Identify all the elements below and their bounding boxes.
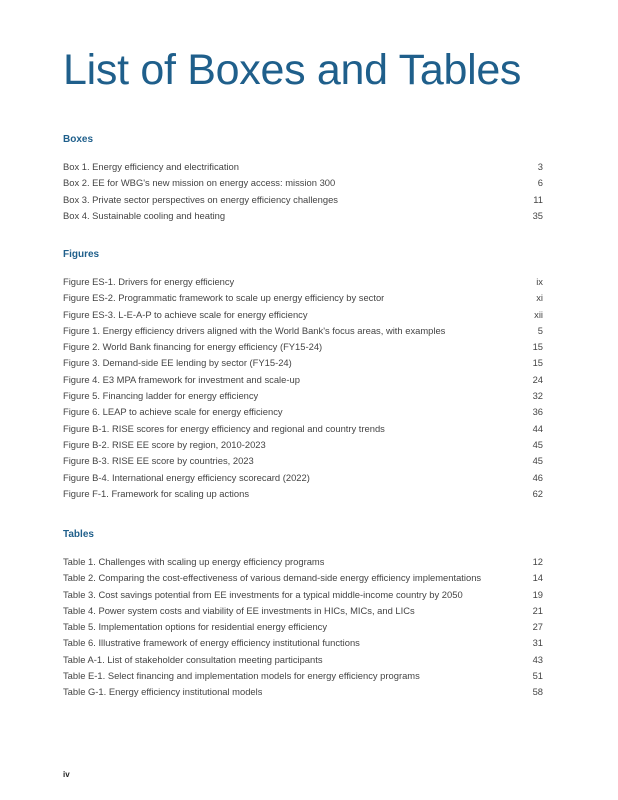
toc-entry-page: xi <box>536 292 543 304</box>
toc-entry-label: Table 4. Power system costs and viability of EE investments in HICs, MICs, and LICs <box>63 604 415 616</box>
boxes-heading: Boxes <box>63 134 94 145</box>
toc-entry-page: 58 <box>532 686 543 698</box>
toc-entry-label: Table 2. Comparing the cost-effectiveness of various demand-side energy efficiency implementations <box>63 572 482 584</box>
toc-entry-page: 11 <box>533 193 543 205</box>
toc-entry-page: xii <box>534 308 543 320</box>
toc-entry[interactable] <box>63 684 543 700</box>
toc-entry[interactable] <box>63 290 543 306</box>
toc-entry[interactable] <box>63 421 543 437</box>
toc-entry[interactable] <box>63 339 543 355</box>
toc-entry-page: 3 <box>537 161 543 172</box>
toc-entry-label: Figure 6. LEAP to achieve scale for energy efficiency <box>63 406 283 418</box>
toc-entry-page: 46 <box>532 471 543 483</box>
boxes-section <box>63 133 543 224</box>
figures-heading: Figures <box>63 249 100 260</box>
toc-entry[interactable] <box>63 355 543 371</box>
toc-entry[interactable] <box>63 159 543 175</box>
toc-entry-page: 15 <box>532 341 543 353</box>
boxes-list <box>63 159 543 224</box>
toc-entry-page: 36 <box>532 406 543 418</box>
toc-entry-label: Box 1. Energy efficiency and electrification <box>63 161 239 172</box>
toc-entry[interactable] <box>63 274 543 290</box>
toc-entry[interactable] <box>63 208 543 224</box>
toc-entry[interactable] <box>63 470 543 486</box>
figures-section <box>63 248 543 502</box>
toc-entry-label: Figure F-1. Framework for scaling up actions <box>63 487 250 499</box>
toc-entry-page: 21 <box>532 604 543 616</box>
toc-entry-label: Figure ES-1. Drivers for energy efficiency <box>63 276 235 287</box>
toc-entry[interactable] <box>63 668 543 684</box>
toc-entry-page: 5 <box>537 324 543 336</box>
toc-entry[interactable] <box>63 652 543 668</box>
toc-entry-label: Table A-1. List of stakeholder consultation meeting participants <box>63 653 323 665</box>
toc-entry-label: Figure B-4. International energy efficiency scorecard (2022) <box>63 471 310 483</box>
toc-entry-page: 51 <box>532 670 543 682</box>
footer-page-number: iv <box>63 770 70 779</box>
toc-entry-label: Figure ES-3. L-E-A-P to achieve scale for energy efficiency <box>63 308 308 320</box>
toc-entry[interactable] <box>63 570 543 586</box>
toc-entry[interactable] <box>63 486 543 502</box>
toc-entry-label: Table 1. Challenges with scaling up energy efficiency programs <box>63 556 325 567</box>
toc-entry-label: Table 3. Cost savings potential from EE investments for a typical middle-income country by 2050 <box>63 588 463 600</box>
toc-entry-label: Table 6. Illustrative framework of energy efficiency institutional functions <box>63 637 360 649</box>
toc-entry-label: Figure 5. Financing ladder for energy efficiency <box>63 390 259 402</box>
tables-list <box>63 554 543 701</box>
toc-entry[interactable] <box>63 404 543 420</box>
toc-entry-page: 24 <box>532 373 543 385</box>
toc-entry-label: Box 3. Private sector perspectives on energy efficiency challenges <box>63 193 338 205</box>
toc-entry[interactable] <box>63 453 543 469</box>
toc-entry-label: Figure 1. Energy efficiency drivers aligned with the World Bank's focus areas, with examples <box>63 324 446 336</box>
toc-entry[interactable] <box>63 307 543 323</box>
toc-entry-label: Figure B-2. RISE EE score by region, 2010-2023 <box>63 438 266 450</box>
toc-entry[interactable] <box>63 603 543 619</box>
toc-entry[interactable] <box>63 323 543 339</box>
toc-entry-label: Figure B-1. RISE scores for energy efficiency and regional and country trends <box>63 422 385 434</box>
toc-entry-page: 15 <box>532 357 543 369</box>
toc-entry-page: 27 <box>532 621 543 633</box>
toc-entry[interactable] <box>63 175 543 191</box>
toc-entry-page: 19 <box>532 588 543 600</box>
toc-entry-label: Figure 3. Demand-side EE lending by sector (FY15-24) <box>63 357 292 369</box>
toc-entry-page: 31 <box>532 637 543 649</box>
toc-entry-label: Figure B-3. RISE EE score by countries, 2023 <box>63 455 254 467</box>
toc-entry-label: Box 2. EE for WBG's new mission on energy access: mission 300 <box>63 177 336 189</box>
toc-entry[interactable] <box>63 587 543 603</box>
toc-entry-label: Table 5. Implementation options for residential energy efficiency <box>63 621 328 633</box>
toc-entry-page: ix <box>536 276 543 287</box>
toc-entry[interactable] <box>63 437 543 453</box>
toc-entry[interactable] <box>63 388 543 404</box>
toc-entry-page: 45 <box>532 438 543 450</box>
toc-entry[interactable] <box>63 192 543 208</box>
toc-entry-page: 35 <box>532 209 543 221</box>
toc-entry[interactable] <box>63 554 543 570</box>
toc-entry-page: 45 <box>532 455 543 467</box>
toc-entry-page: 43 <box>532 653 543 665</box>
page-title: List of Boxes and Tables <box>63 46 522 94</box>
toc-entry-page: 12 <box>532 556 543 567</box>
toc-entry-page: 44 <box>532 422 543 434</box>
toc-entry-label: Table G-1. Energy efficiency institutional models <box>63 686 263 698</box>
toc-entry[interactable] <box>63 635 543 651</box>
tables-section <box>63 528 543 701</box>
toc-entry-page: 32 <box>532 390 543 402</box>
toc-entry[interactable] <box>63 372 543 388</box>
figures-list <box>63 274 543 502</box>
toc-entry-label: Figure 4. E3 MPA framework for investment and scale-up <box>63 373 300 385</box>
toc-entry[interactable] <box>63 619 543 635</box>
toc-entry-label: Figure ES-2. Programmatic framework to scale up energy efficiency by sector <box>63 292 385 304</box>
toc-entry-label: Box 4. Sustainable cooling and heating <box>63 209 226 221</box>
toc-entry-label: Table E-1. Select financing and implementation models for energy efficiency programs <box>63 670 420 682</box>
toc-entry-page: 62 <box>532 487 543 499</box>
toc-entry-page: 6 <box>537 177 543 189</box>
toc-entry-label: Figure 2. World Bank financing for energy efficiency (FY15-24) <box>63 341 323 353</box>
tables-heading: Tables <box>63 529 94 540</box>
toc-entry-page: 14 <box>532 572 543 584</box>
